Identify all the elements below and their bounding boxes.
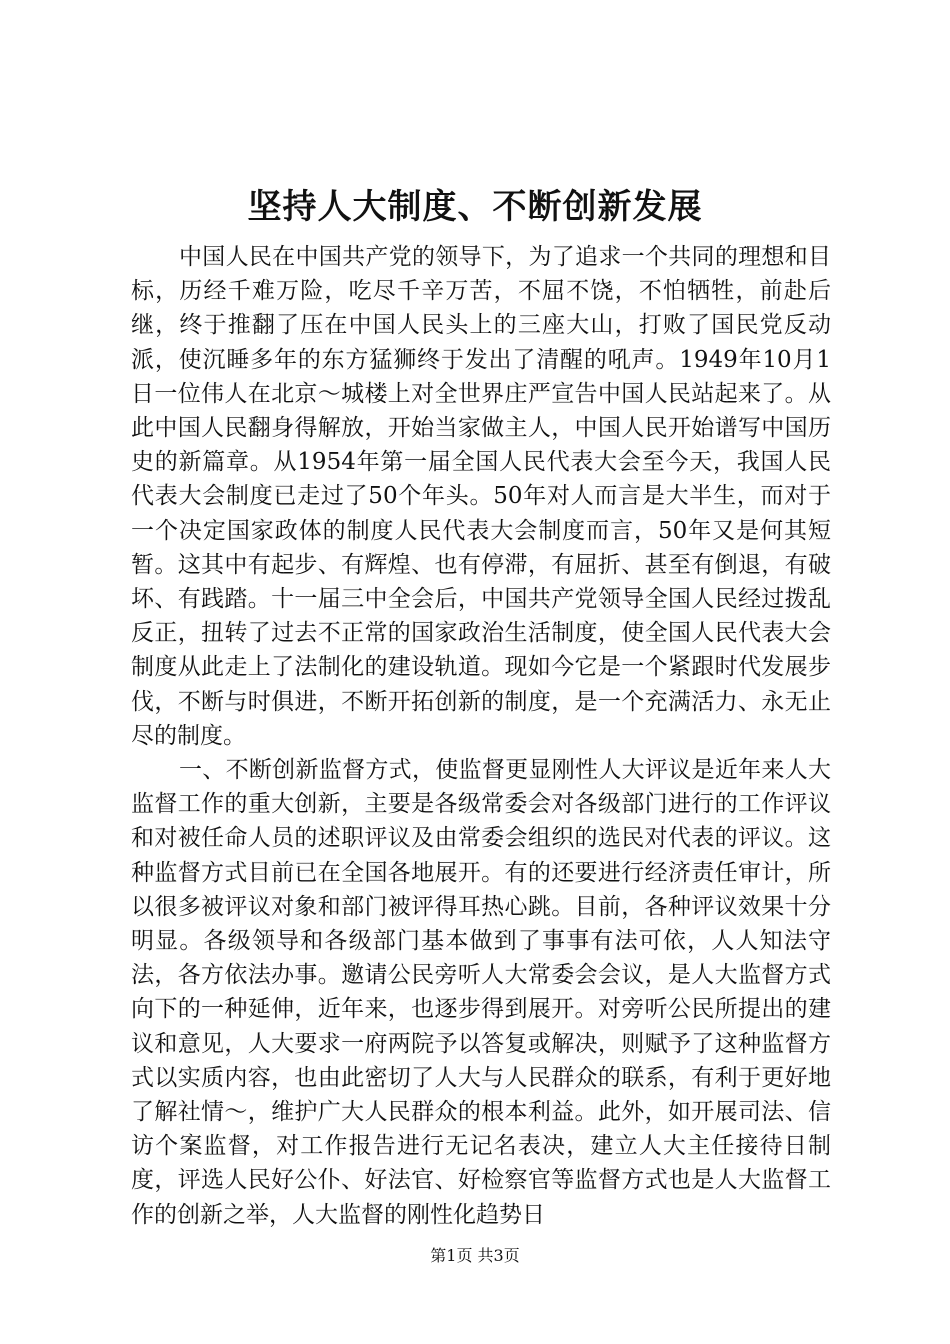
page-footer: 第1页 共3页 (430, 1246, 520, 1265)
document-title: 坚持人大制度、不断创新发展 (247, 187, 703, 227)
paragraph-supervision: 一、不断创新监督方式，使监督更显刚性人大评议是近年来人大监督工作的重大创新，主要是各级常委会对各级部门进行的工作评议和对被任命人员的述职评议及由常委会组织的选民对代表的评议。这种监督方式目前已在全国各地展开。有的还要进行经济责任审计，所以很多被评议对象和部门被评得耳热心跳。目前，各种评议效果十分明显。各级领导和各级部门基本做到了事事有法可依，人人知法守法，各方依法办事。邀请公民旁听人大常委会会议，是人大监督方式向下的一种延伸，近年来，也逐步得到展开。对旁听公民所提出的建议和意见，人大要求一府两院予以答复或解决，则赋予了这种监督方式以实质内容，也由此密切了人大与人民群众的联系，有利于更好地了解社情～，维护广大人民群众的根本利益。此外，如开展司法、信访个案监督，对工作报告进行无记名表决，建立人大主任接待日制度，评选人民好公仆、好法官、好检察官等监督方式也是人大监督工作的创新之举，人大监督的刚性化趋势日 (131, 757, 831, 1228)
paragraph-intro: 中国人民在中国共产党的领导下，为了追求一个共同的理想和目标，历经千难万险，吃尽千辛万苦，不屈不饶，不怕牺牲，前赴后继，终于推翻了压在中国人民头上的三座大山，打败了国民党反动派，使沉睡多年的东方猛狮终于发出了清醒的吼声。1949年10月1日一位伟人在北京～城楼上对全世界庄严宣告中国人民站起来了。从此中国人民翻身得解放，开始当家做主人，中国人民开始谱写中国历史的新篇章。从1954年第一届全国人民代表大会至今天，我国人民代表大会制度已走过了50个年头。50年对人而言是大半生，而对于一个决定国家政体的制度人民代表大会制度而言，50年又是何其短暂。这其中有起步、有辉煌、也有停滞，有屈折、甚至有倒退，有破坏、有践踏。十一届三中全会后，中国共产党领导全国人民经过拨乱反正，扭转了过去不正常的国家政治生活制度，使全国人民代表大会制度从此走上了法制化的建设轨道。现如今它是一个紧跟时代发展步伐，不断与时俱进，不断开拓创新的制度，是一个充满活力、永无止尽的制度。 (131, 244, 831, 749)
document-body (131, 240, 831, 1232)
